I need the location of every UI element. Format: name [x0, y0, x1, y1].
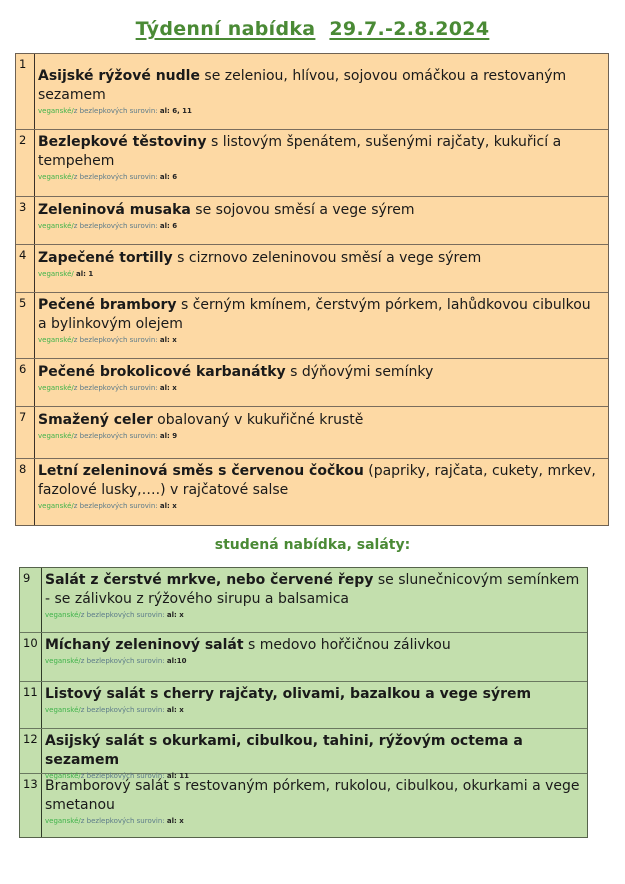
gluten-free-label: z bezlepkových surovin:: [80, 611, 167, 619]
item-cell: [35, 407, 608, 458]
allergens: al: 6, 11: [159, 107, 192, 115]
vegan-label: veganské/: [45, 706, 81, 714]
vegan-label: veganské/: [38, 222, 74, 230]
menu-row: [16, 197, 608, 245]
vegan-label: veganské/: [45, 817, 81, 825]
allergens: al: x: [166, 706, 184, 714]
item-number: 6: [16, 359, 35, 406]
menu-row: [16, 130, 608, 197]
vegan-label: veganské/: [45, 657, 81, 665]
allergens: al: x: [159, 384, 177, 392]
gluten-free-label: z bezlepkových surovin:: [73, 502, 160, 510]
vegan-label: veganské/: [38, 336, 74, 344]
allergens: al: 9: [159, 432, 178, 440]
item-cell: [35, 245, 608, 292]
item-name: Smažený celer: [38, 412, 153, 428]
gluten-free-label: z bezlepkových surovin:: [80, 817, 167, 825]
gluten-free-label: z bezlepkových surovin:: [73, 384, 160, 392]
item-description: s dýňovými semínky: [285, 364, 434, 380]
item-number: 10: [20, 633, 42, 681]
item-cell: [42, 568, 587, 632]
allergens: al: x: [159, 336, 177, 344]
item-description: s cizrnovo zeleninovou směsí a vege sýrem: [172, 250, 482, 266]
allergens: al: x: [166, 611, 184, 619]
item-cell: [42, 729, 587, 780]
menu-row: [16, 293, 608, 359]
allergens: al: x: [159, 502, 177, 510]
menu-row: [16, 407, 608, 459]
vegan-label: veganské/: [45, 772, 81, 780]
allergens: al:10: [166, 657, 187, 665]
item-cell: [42, 774, 587, 837]
item-description: s medovo hořčičnou zálivkou: [243, 637, 451, 653]
item-cell: [35, 359, 608, 406]
item-cell: [35, 459, 608, 525]
item-number: 9: [20, 568, 42, 632]
item-name: Letní zeleninová směs s červenou čočkou: [38, 463, 364, 479]
item-description: se zeleniou, hlívou, sojovou omáčkou a restovaným sezamem: [38, 68, 567, 103]
allergens: al: 6: [159, 173, 178, 181]
item-number: 12: [20, 729, 42, 773]
gluten-free-label: z bezlepkových surovin:: [73, 222, 160, 230]
gluten-free-label: z bezlepkových surovin:: [73, 173, 160, 181]
gluten-free-label: z bezlepkových surovin:: [80, 706, 167, 714]
item-description: Bramborový salát s restovaným pórkem, rukolou, cibulkou, okurkami a vege smetanou: [45, 778, 580, 813]
item-description: se slunečnicovým semínkem - se zálivkou z rýžového sirupu a balsamica: [45, 572, 580, 607]
item-cell: [42, 633, 587, 681]
item-name: Pečené brokolicové karbanátky: [38, 364, 286, 380]
item-number: 8: [16, 459, 35, 525]
item-number: 7: [16, 407, 35, 458]
item-cell: [35, 293, 608, 358]
menu-row: [20, 729, 587, 780]
vegan-label: veganské/: [38, 432, 74, 440]
item-name: Asijský salát s okurkami, cibulkou, tahini, rýžovým octema a sezamem: [45, 733, 523, 768]
item-number: 4: [16, 245, 35, 292]
item-name: Listový salát s cherry rajčaty, olivami, bazalkou a vege sýrem: [45, 686, 532, 702]
menu-row: [20, 682, 587, 729]
item-cell: [35, 130, 608, 196]
vegan-label: veganské/: [38, 384, 74, 392]
item-cell: [35, 54, 608, 129]
allergens: al: x: [166, 817, 184, 825]
vegan-label: veganské/: [38, 270, 74, 278]
vegan-label: veganské/: [45, 611, 81, 619]
menu-row: [16, 359, 608, 407]
menu-row: [20, 633, 587, 682]
item-number: 2: [16, 130, 35, 196]
gluten-free-label: z bezlepkových surovin:: [73, 336, 160, 344]
vegan-label: veganské/: [38, 502, 74, 510]
cold-menu-table: [19, 567, 588, 838]
item-name: Míchaný zeleninový salát: [45, 637, 244, 653]
gluten-free-label: z bezlepkových surovin:: [73, 107, 160, 115]
item-name: Bezlepkové těstoviny: [38, 134, 207, 150]
item-cell: [42, 682, 587, 728]
item-name: Asijské rýžové nudle: [38, 68, 200, 84]
allergens: al: 6: [159, 222, 178, 230]
menu-row: [20, 774, 587, 837]
item-number: 11: [20, 682, 42, 728]
hot-menu-table: [15, 53, 609, 526]
menu-row: [20, 568, 587, 633]
gluten-free-label: z bezlepkových surovin:: [80, 772, 167, 780]
item-cell: [35, 197, 608, 244]
item-name: Zeleninová musaka: [38, 202, 191, 218]
item-description: se sojovou směsí a vege sýrem: [190, 202, 415, 218]
cold-menu-heading: studená nabídka, saláty:: [214, 537, 411, 553]
vegan-label: veganské/: [38, 107, 74, 115]
item-number: 1: [16, 54, 35, 129]
vegan-label: veganské/: [38, 173, 74, 181]
item-name: Salát z čerstvé mrkve, nebo červené řepy: [45, 572, 374, 588]
item-description: s listovým špenátem, sušenými rajčaty, kukuřicí a tempehem: [38, 134, 562, 169]
item-name: Zapečené tortilly: [38, 250, 173, 266]
page-title: [0, 18, 625, 40]
allergens: al: 1: [75, 270, 94, 278]
item-description: obalovaný v kukuřičné krustě: [152, 412, 364, 428]
item-number: 3: [16, 197, 35, 244]
item-name: Pečené brambory: [38, 297, 177, 313]
title-label: Týdenní nabídka: [135, 18, 316, 40]
menu-row: [16, 245, 608, 293]
gluten-free-label: z bezlepkových surovin:: [80, 657, 167, 665]
item-number: 13: [20, 774, 42, 837]
item-number: 5: [16, 293, 35, 358]
item-description: (papriky, rajčata, cukety, mrkev, fazolové lusky,….) v rajčatové salse: [38, 463, 596, 498]
menu-row: [16, 459, 608, 525]
gluten-free-label: z bezlepkových surovin:: [73, 432, 160, 440]
item-description: s černým kmínem, čerstvým pórkem, lahůdkovou cibulkou a bylinkovým olejem: [38, 297, 591, 332]
allergens: al: 11: [166, 772, 189, 780]
menu-row: [16, 54, 608, 130]
title-dates: 29.7.-2.8.2024: [329, 18, 490, 40]
